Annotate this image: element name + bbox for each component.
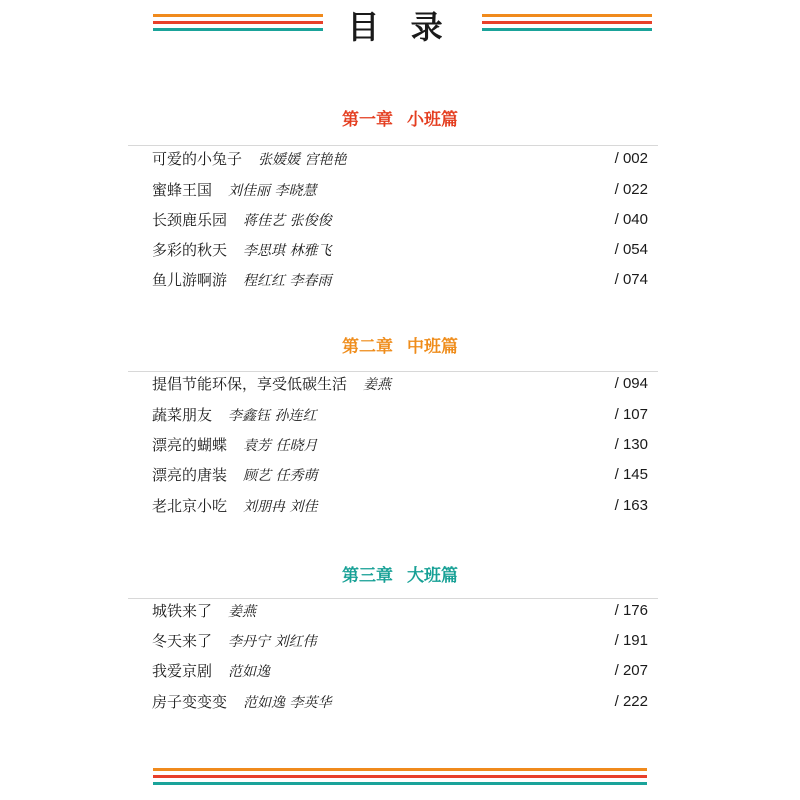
chapter-name: 小班篇 [407, 110, 458, 130]
entry-title: 鱼儿游啊游 [152, 271, 228, 289]
entry-page: / 163 [614, 497, 648, 514]
entry-page: / 176 [614, 602, 648, 619]
entry-page: / 094 [614, 375, 648, 392]
entry-page: / 002 [614, 150, 648, 167]
decorative-stripes-bottom [153, 768, 647, 789]
entry-authors: 李丹宁 刘红伟 [228, 634, 317, 650]
toc-entry[interactable] [152, 688, 648, 716]
entry-authors: 范如逸 李英华 [243, 695, 332, 711]
chapter-number: 第三章 [342, 566, 393, 586]
entry-page: / 207 [614, 662, 648, 679]
entry-authors: 袁芳 任晓月 [243, 438, 318, 454]
toc-entry[interactable] [152, 401, 648, 429]
toc-entry[interactable] [152, 597, 648, 625]
toc-entry[interactable] [152, 236, 648, 264]
chapter-heading-2 [0, 332, 800, 357]
entry-page: / 074 [614, 271, 648, 288]
entry-authors: 李鑫钰 孙连红 [228, 408, 317, 424]
chapter-heading-3 [0, 561, 800, 586]
toc-entry[interactable] [152, 627, 648, 655]
entry-authors: 范如逸 [228, 664, 271, 680]
entry-page: / 022 [614, 181, 648, 198]
chapter-heading-1 [0, 105, 800, 130]
toc-entry[interactable] [152, 492, 648, 520]
toc-entry[interactable] [152, 176, 648, 204]
toc-entry[interactable] [152, 431, 648, 459]
entry-authors: 张媛媛 宫艳艳 [258, 152, 347, 168]
page-title: 目 录 [347, 8, 453, 46]
entry-authors: 李思琪 林雅飞 [243, 243, 332, 259]
entry-title: 提倡节能环保，享受低碳生活 [152, 375, 348, 393]
entry-title: 房子变变变 [152, 693, 228, 711]
entry-title: 我爱京剧 [152, 662, 213, 680]
entry-page: / 054 [614, 241, 648, 258]
entry-authors: 姜燕 [228, 604, 257, 620]
entry-title: 多彩的秋天 [152, 241, 228, 259]
entry-title: 漂亮的蝴蝶 [152, 436, 228, 454]
entry-page: / 040 [614, 211, 648, 228]
entry-authors: 程红红 李春雨 [243, 273, 332, 289]
entry-title: 蜜蜂王国 [152, 181, 213, 199]
chapter-name: 中班篇 [407, 337, 458, 357]
entry-title: 长颈鹿乐园 [152, 211, 228, 229]
entry-page: / 222 [614, 693, 648, 710]
entry-title: 可爱的小兔子 [152, 150, 243, 168]
entry-page: / 191 [614, 632, 648, 649]
entry-authors: 刘朋冉 刘佳 [243, 499, 318, 515]
entry-title: 城铁来了 [152, 602, 213, 620]
entry-authors: 蒋佳艺 张俊俊 [243, 213, 332, 229]
entry-title: 蔬菜朋友 [152, 406, 213, 424]
toc-entry[interactable] [152, 145, 648, 173]
chapter-number: 第二章 [342, 337, 393, 357]
toc-entry[interactable] [152, 461, 648, 489]
chapter-number: 第一章 [342, 110, 393, 130]
entry-page: / 130 [614, 436, 648, 453]
entry-authors: 顾艺 任秀萌 [243, 468, 318, 484]
entry-title: 老北京小吃 [152, 497, 228, 515]
entry-title: 冬天来了 [152, 632, 213, 650]
chapter-name: 大班篇 [407, 566, 458, 586]
toc-entry[interactable] [152, 370, 648, 398]
entry-page: / 145 [614, 466, 648, 483]
toc-entry[interactable] [152, 266, 648, 294]
entry-authors: 刘佳丽 李晓慧 [228, 183, 317, 199]
entry-authors: 姜燕 [363, 377, 392, 393]
toc-entry[interactable] [152, 657, 648, 685]
toc-entry[interactable] [152, 206, 648, 234]
entry-title: 漂亮的唐装 [152, 466, 228, 484]
entry-page: / 107 [614, 406, 648, 423]
